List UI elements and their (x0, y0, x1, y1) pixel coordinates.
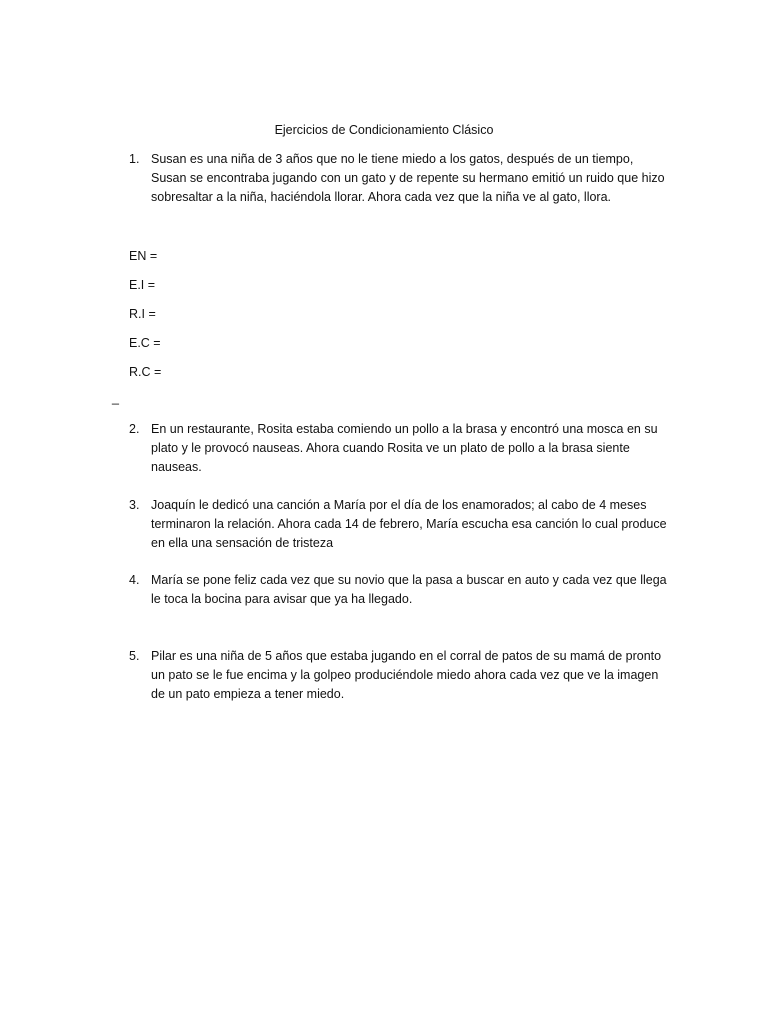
exercise-text: En un restaurante, Rosita estaba comiendo un pollo a la brasa y encontró una mosca en su plato y le provocó nauseas. Ahora cuando Rosita ve un plato de pollo a la brasa siente nauseas. (151, 422, 658, 474)
page-title: Ejercicios de Condicionamiento Clásico (274, 123, 494, 137)
exercise-number: 5. (129, 649, 140, 663)
separator-mark: _ (112, 391, 119, 405)
exercise-number: 3. (129, 498, 140, 512)
exercise-item-4 (129, 571, 669, 609)
exercise-text: Susan es una niña de 3 años que no le tiene miedo a los gatos, después de un tiempo, Susan se encontraba jugando con un gato y de repente su hermano emitió un ruido que hizo sobresaltar a la niña, haciéndola llorar. Ahora cada vez que la niña ve al gato, llora. (151, 152, 665, 204)
label-rc: R.C = (129, 365, 162, 379)
exercise-item-5 (129, 647, 669, 704)
exercise-text: Joaquín le dedicó una canción a María por el día de los enamorados; al cabo de 4 meses terminaron la relación. Ahora cada 14 de febrero, María escucha esa canción lo cual produce en ella una sensación de tristeza (151, 498, 667, 550)
label-ri: R.I = (129, 307, 156, 321)
label-en: EN = (129, 249, 158, 263)
exercise-number: 2. (129, 422, 140, 436)
exercise-item-1 (129, 150, 669, 207)
exercise-item-3 (129, 496, 669, 553)
exercise-number: 4. (129, 573, 140, 587)
exercise-number: 1. (129, 152, 140, 166)
exercise-text: Pilar es una niña de 5 años que estaba jugando en el corral de patos de su mamá de pronto un pato se le fue encima y la golpeo produciéndole miedo ahora cada vez que ve la imagen de un pato empieza a tener miedo. (151, 649, 662, 701)
label-ei: E.I = (129, 278, 156, 292)
exercise-text: María se pone feliz cada vez que su novio que la pasa a buscar en auto y cada vez que llega le toca la bocina para avisar que ya ha llegado. (151, 573, 667, 606)
exercise-item-2 (129, 420, 669, 477)
label-ec: E.C = (129, 336, 161, 350)
